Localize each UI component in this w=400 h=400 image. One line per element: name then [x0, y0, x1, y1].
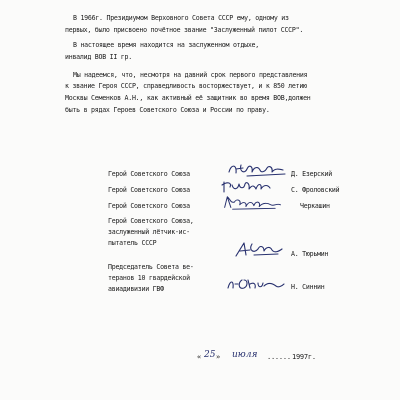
signatory-5-name: Н. Синнин [291, 283, 325, 291]
date-close-quote: » [216, 353, 220, 361]
signatory-5-title-line-1: Председатель Совета ве- [108, 263, 194, 271]
signature-4-icon [230, 240, 292, 260]
paragraph-3-line-3: Москвы Семенков А.Н., как активный её защитник во время ВОВ,должен [65, 94, 311, 102]
signatory-3-title: Герой Советского Союза [108, 202, 190, 210]
signatory-4-title-line-2: заслуженный лётчик-ис- [108, 228, 190, 236]
signatory-5-title-line-2: теранов 10 гвардейской [108, 274, 190, 282]
date-day: 25 [204, 350, 216, 360]
signature-2-icon [220, 177, 282, 197]
signature-5-icon [226, 274, 288, 294]
date-month: июля [232, 350, 258, 360]
paragraph-2-line-1: В настоящее время находится на заслуженном отдыхе, [73, 41, 259, 49]
signature-3-icon [222, 193, 284, 213]
signatory-4-title-line-3: пытатель СССР [108, 239, 157, 247]
signatory-2-name: С. Фроловский [291, 186, 340, 194]
paragraph-3-line-2: к звание Героя СССР, справедливость восторжествует, и к 850 летию [65, 82, 307, 90]
signatory-1-name: Д. Езерский [291, 170, 332, 178]
date-dots: ...... [267, 353, 291, 361]
date-open-quote: « [197, 353, 201, 361]
paragraph-1-line-1: В 1966г. Президиумом Верховного Совета СССР ему, одному из [73, 14, 289, 22]
signatory-5-title-line-3: авиадивизии ГВФ [108, 285, 164, 293]
signature-1-icon [227, 160, 289, 180]
signatory-4-title-line-1: Герой Советского Союза, [108, 217, 194, 225]
signatory-1-title: Герой Советского Союза [108, 170, 190, 178]
paragraph-3-line-4: быть в рядах Героев Советского Союза и России по праву. [65, 106, 270, 114]
signatory-3-name: Черкашин [300, 202, 330, 210]
paragraph-2-line-2: инвалид ВОВ II гр. [65, 53, 132, 61]
paragraph-3-line-1: Мы надеемся, что, несмотря на давний срок первого представления [73, 71, 308, 79]
date-year: 1997г. [292, 353, 316, 361]
paragraph-1-line-2: первых, было присвоено почётное звание "Заслуженный пилот СССР". [65, 26, 304, 34]
signatory-2-title: Герой Советского Союза [108, 186, 190, 194]
signatory-4-name: А. Тюрьмин [291, 250, 329, 258]
